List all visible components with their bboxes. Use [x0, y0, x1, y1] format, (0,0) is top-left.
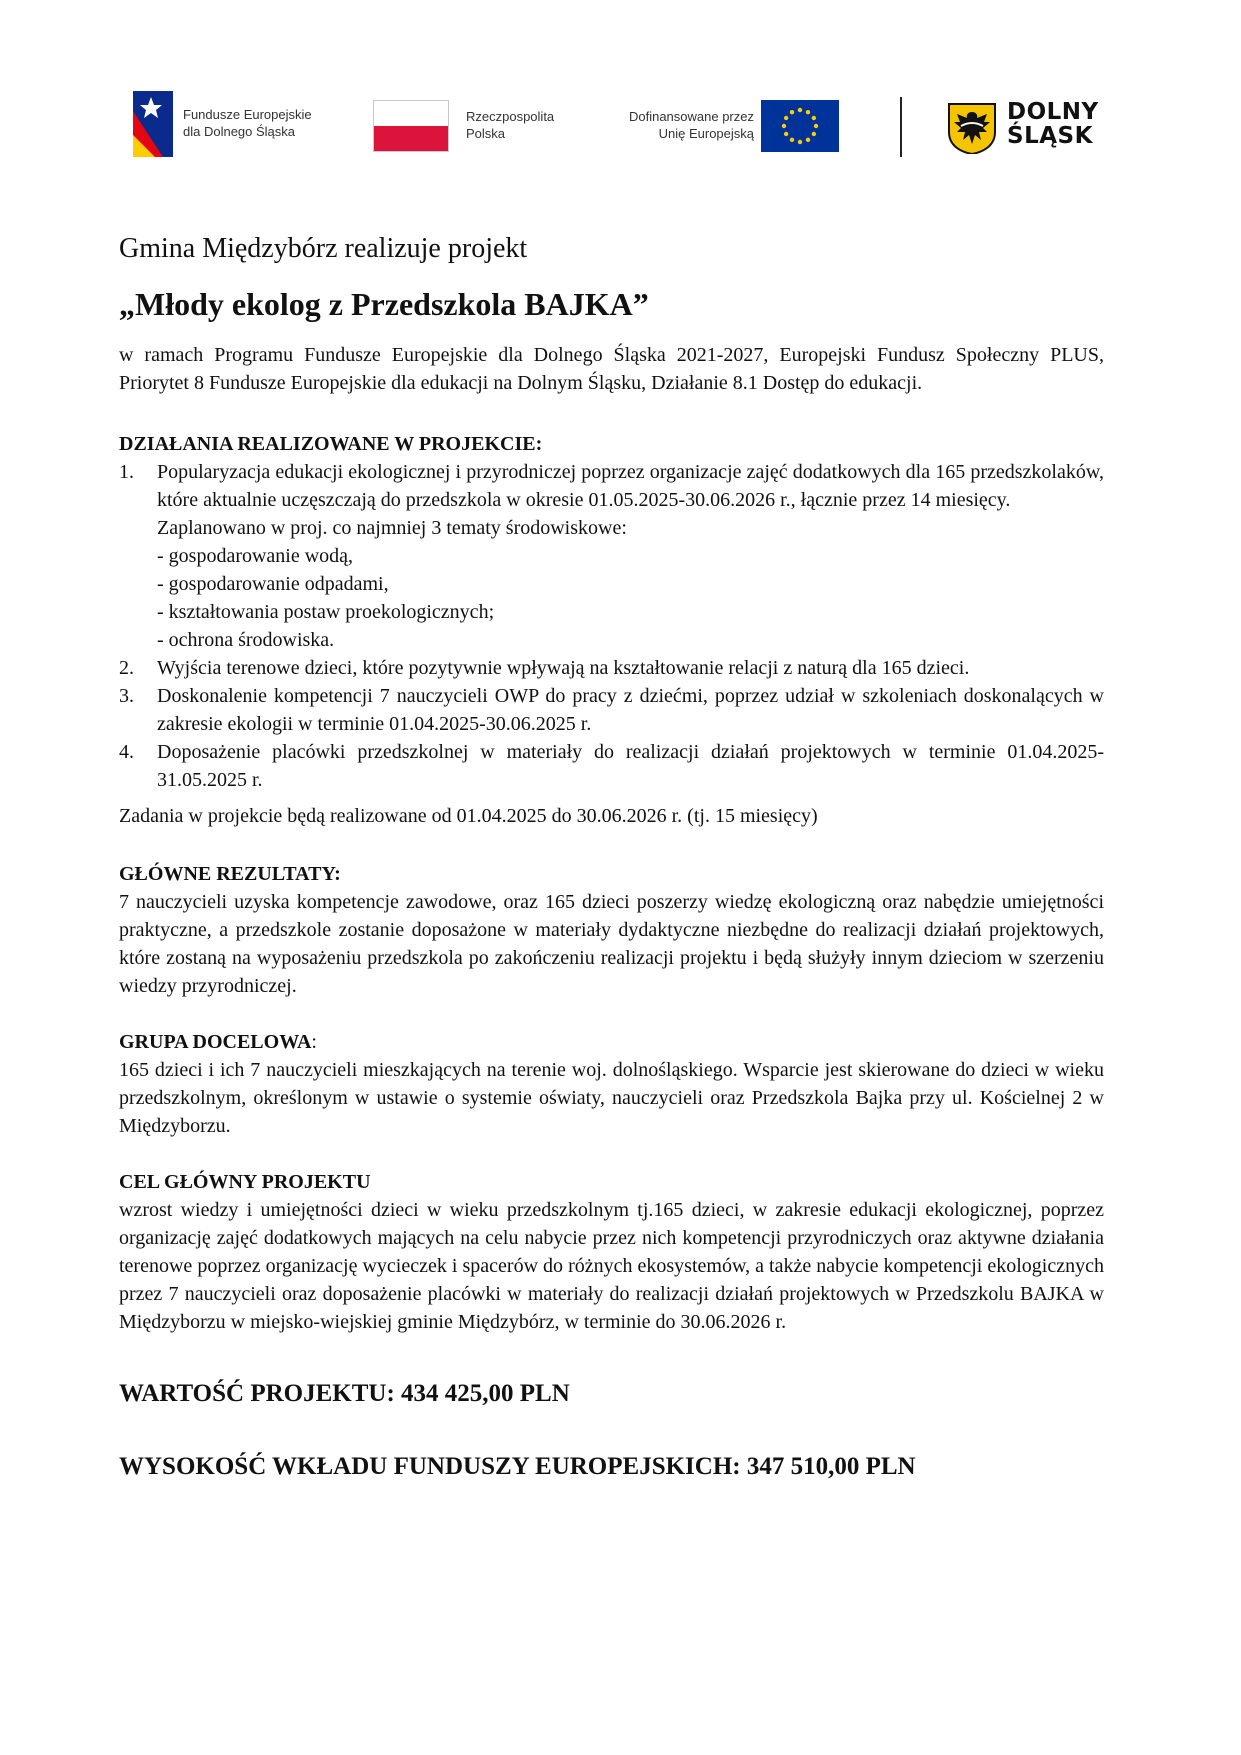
list-item-number: 4.: [119, 741, 134, 763]
main-goal-text: wzrost wiedzy i umiejętności dzieci w wieku przedszkolnym tj.165 dzieci, w zakresie edukacji ekologicznej, poprzez organizację zajęć dodatkowych mających na celu nabycie przez nich kompetencji przyrodniczych oraz aktywne działania terenowe poprzez organizację wycieczek i spacerów do różnych ekosystemów, a także nabycie kompetencji ekologicznych przez 7 nauczycieli oraz doposażenie placówki w materiały do realizacji działań projektowych w Przedszkolu BAJKA w Międzyborzu w miejsko-wiejskiej gminie Międzybórz, w terminie do 30.06.2026 r.: [119, 1199, 1104, 1333]
sub-item: - gospodarowanie odpadami,: [157, 573, 389, 595]
activities-summary: Zadania w projekcie będą realizowane od 01.04.2025 do 30.06.2026 r. (tj. 15 miesięcy): [119, 805, 818, 827]
eu-star-icon: [812, 132, 816, 136]
polish-flag-icon: [373, 100, 449, 152]
activities-list: [119, 458, 1104, 794]
list-item-number: 1.: [119, 461, 134, 483]
target-group-section: [119, 1028, 1104, 1140]
activities-heading: DZIAŁANIA REALIZOWANE W PROJEKCIE:: [119, 433, 543, 455]
list-item: [119, 738, 1104, 794]
project-value: WARTOŚĆ PROJEKTU: 434 425,00 PLN: [119, 1380, 570, 1407]
eu-star-icon: [806, 110, 810, 114]
eu-star-icon: [814, 124, 818, 128]
fe-logo-line2: dla Dolnego Śląska: [183, 124, 296, 139]
dolny-slask-logo: [947, 88, 1123, 168]
eu-star-icon: [784, 132, 788, 136]
sub-item: - ochrona środowiska.: [157, 629, 335, 651]
eu-star-icon: [812, 116, 816, 120]
eu-star-icon: [782, 124, 786, 128]
project-title: „Młody ekolog z Przedszkola BAJKA”: [119, 286, 649, 322]
sub-item: - kształtowania postaw proekologicznych;: [157, 601, 495, 623]
rp-logo: [373, 88, 573, 168]
eu-star-icon: [806, 138, 810, 142]
silesian-eagle-icon: [947, 102, 997, 154]
rp-logo-line1: Rzeczpospolita: [466, 109, 555, 124]
list-item-number: 2.: [119, 657, 134, 679]
activities-section: [119, 430, 1104, 830]
sub-item: Zaplanowano w proj. co najmniej 3 tematy środowiskowe:: [157, 517, 627, 539]
eu-star-icon: [790, 110, 794, 114]
dolny-slask-line1: DOLNY: [1007, 99, 1099, 125]
list-item-text: Doposażenie placówki przedszkolnej w materiały do realizacji działań projektowych w terminie 01.04.2025-31.05.2025 r.: [157, 741, 1104, 791]
fe-logo: [133, 88, 345, 168]
eu-star-icon: [790, 138, 794, 142]
eu-flag-icon: [761, 100, 839, 152]
eu-star-icon: [798, 108, 802, 112]
eu-contribution: WYSOKOŚĆ WKŁADU FUNDUSZY EUROPEJSKICH: 347 510,00 PLN: [119, 1453, 916, 1480]
eu-logo-line2: Unię Europejską: [658, 126, 754, 141]
fe-logo-line1: Fundusze Europejskie: [183, 107, 312, 122]
list-item: [119, 654, 1104, 682]
eu-star-icon: [784, 116, 788, 120]
list-item-text: Wyjścia terenowe dzieci, które pozytywnie wpływają na kształtowanie relacji z naturą dla 165 dzieci.: [157, 657, 970, 679]
target-group-text: 165 dzieci i ich 7 nauczycieli mieszkających na terenie woj. dolnośląskiego. Wsparcie jest skierowane do dzieci w wieku przedszkolnym, określonym w ustawie o systemie oświaty, nauczycieli oraz Przedszkola Bajka przy ul. Kościelnej 2 w Międzyborzu.: [119, 1059, 1104, 1137]
main-goal-heading: CEL GŁÓWNY PROJEKTU: [119, 1171, 371, 1193]
results-text: 7 nauczycieli uzyska kompetencje zawodowe, oraz 165 dzieci poszerzy wiedzę ekologiczną oraz nabędzie umiejętności praktyczne, a przedszkole zostanie doposażone w materiały dydaktyczne niezbędne do realizacji działań projektowych, które zostaną na wyposażeniu przedszkola po zakończeniu realizacji projektu i będą służyły innym dzieciom w szerzeniu wiedzy przyrodniczej.: [119, 891, 1104, 997]
results-section: [119, 860, 1104, 1000]
dolny-slask-line2: ŚLĄSK: [1007, 123, 1093, 149]
list-item: [119, 458, 1104, 654]
sub-item: - gospodarowanie wodą,: [157, 545, 354, 567]
list-item-text: Doskonalenie kompetencji 7 nauczycieli OWP do pracy z dziećmi, poprzez udział w szkoleniach doskonalących w zakresie ekologii w terminie 01.04.2025-30.06.2025 r.: [157, 685, 1104, 735]
logo-divider: [900, 97, 902, 157]
document-content: [119, 231, 1104, 1483]
intro-line: Gmina Międzybórz realizuje projekt: [119, 233, 528, 264]
list-item-number: 3.: [119, 685, 134, 707]
target-group-heading: GRUPA DOCELOWA: [119, 1031, 312, 1053]
list-item: [119, 682, 1104, 738]
list-item-text: Popularyzacja edukacji ekologicznej i przyrodniczej poprzez organizacje zajęć dodatkowych dla 165 przedszkolaków, które aktualnie uczęszczają do przedszkola w okresie 01.05.2025-30.06.2026 r., łącznie przez 14 miesięcy.: [157, 461, 1104, 511]
fe-logo-icon: [133, 91, 173, 157]
eu-logo: [604, 88, 858, 168]
main-goal-section: [119, 1168, 1104, 1336]
logo-bar: [133, 88, 1123, 168]
program-text: w ramach Programu Fundusze Europejskie dla Dolnego Śląska 2021-2027, Europejski Fundusz Społeczny PLUS, Priorytet 8 Fundusze Europejskie dla edukacji na Dolnym Śląsku, Działanie 8.1 Dostęp do edukacji.: [119, 344, 1104, 394]
results-heading: GŁÓWNE REZULTATY:: [119, 863, 341, 885]
eu-logo-line1: Dofinansowane przez: [628, 109, 754, 124]
target-group-heading-colon: :: [311, 1031, 317, 1053]
eu-star-icon: [798, 140, 802, 144]
rp-logo-line2: Polska: [466, 126, 506, 141]
